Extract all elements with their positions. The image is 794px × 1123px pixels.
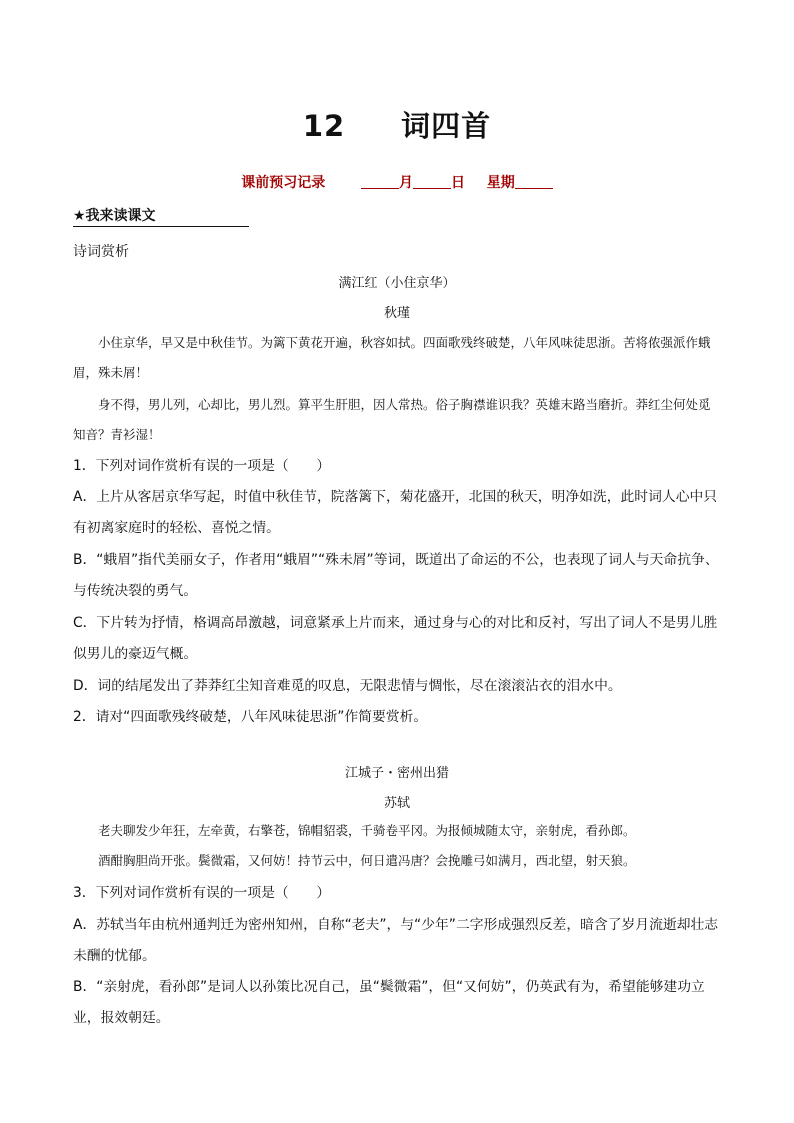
question-1: 1．下列对词作赏析有误的一项是（ ） xyxy=(73,458,331,474)
question-1-option-d: D．词的结尾发出了莽莽红尘知音难觅的叹息，无限悲情与惆怅，尽在滚滚沾衣的泪水中。 xyxy=(73,678,622,694)
poem1-stanza: 小住京华，早又是中秋佳节。为篱下黄花开遍，秋容如拭。四面歌残终破楚，八年风味徒思浙。苦将侬强派作蛾眉，殊未屑！ xyxy=(73,335,711,380)
poem2-author: 苏轼 xyxy=(383,796,410,811)
lesson-number: 12 xyxy=(302,109,346,143)
day-blank[interactable] xyxy=(413,174,451,189)
poem1-title: 满江红（小住京华） xyxy=(338,276,456,291)
question-1-option-c: C．下片转为抒情，格调高昂激越，词意紧承上片而来，通过身与心的对比和反衬，写出了词人不是男儿胜似男儿的豪迈气概。 xyxy=(73,615,718,662)
question-3-option-b: B．“亲射虎，看孙郎”是词人以孙策比况自己，虽“鬓微霜”，但“又何妨”，仍英武有为，希望能够建功立业，报效朝廷。 xyxy=(73,979,705,1026)
poem1-author: 秋瑾 xyxy=(383,306,410,321)
question-3: 3．下列对词作赏析有误的一项是（ ） xyxy=(73,885,331,901)
weekday-label: 星期 xyxy=(486,175,515,191)
poem1-stanza: 身不得，男儿列，心却比，男儿烈。算平生肝胆，因人常热。俗子胸襟谁识我？英雄末路当磨折。莽红尘何处觅知音？青衫湿！ xyxy=(73,397,711,442)
poem2-stanza: 酒酣胸胆尚开张。鬓微霜，又何妨！持节云中，何日遣冯唐？会挽雕弓如满月，西北望，射天狼。 xyxy=(98,853,636,868)
day-label: 日 xyxy=(451,175,465,191)
section-heading: ★我来读课文 xyxy=(73,205,249,227)
weekday-blank[interactable] xyxy=(515,174,553,189)
poem2-title: 江城子・密州出猎 xyxy=(344,766,449,781)
month-label: 月 xyxy=(399,175,413,191)
poem2-stanza: 老夫聊发少年狂，左牵黄，右擎苍，锦帽貂裘，千骑卷平冈。为报倾城随太守，亲射虎，看孙郎。 xyxy=(98,823,636,838)
poetry-appreciation-label: 诗词赏析 xyxy=(73,244,129,260)
preview-record-line xyxy=(0,172,794,192)
question-1-option-a: A．上片从客居京华写起，时值中秋佳节，院落篱下，菊花盛开，北国的秋天，明净如洗，此时词人心中只有初离家庭时的轻松、喜悦之情。 xyxy=(73,489,718,536)
record-label: 课前预习记录 xyxy=(241,175,326,191)
question-2: 2．请对“四面歌残终破楚，八年风味徒思浙”作简要赏析。 xyxy=(73,709,428,725)
question-3-option-a: A．苏轼当年由杭州通判迁为密州知州，自称“老夫”，与“少年”二字形成强烈反差，暗含了岁月流逝却壮志未酬的忧郁。 xyxy=(73,917,719,964)
lesson-title: 词四首 xyxy=(401,109,492,143)
month-blank[interactable] xyxy=(361,174,399,189)
question-1-option-b: B．“蛾眉”指代美丽女子，作者用“蛾眉”“殊未屑”等词，既道出了命运的不公，也表现了词人与天命抗争、与传统决裂的勇气。 xyxy=(73,552,719,599)
page-title xyxy=(0,104,794,145)
